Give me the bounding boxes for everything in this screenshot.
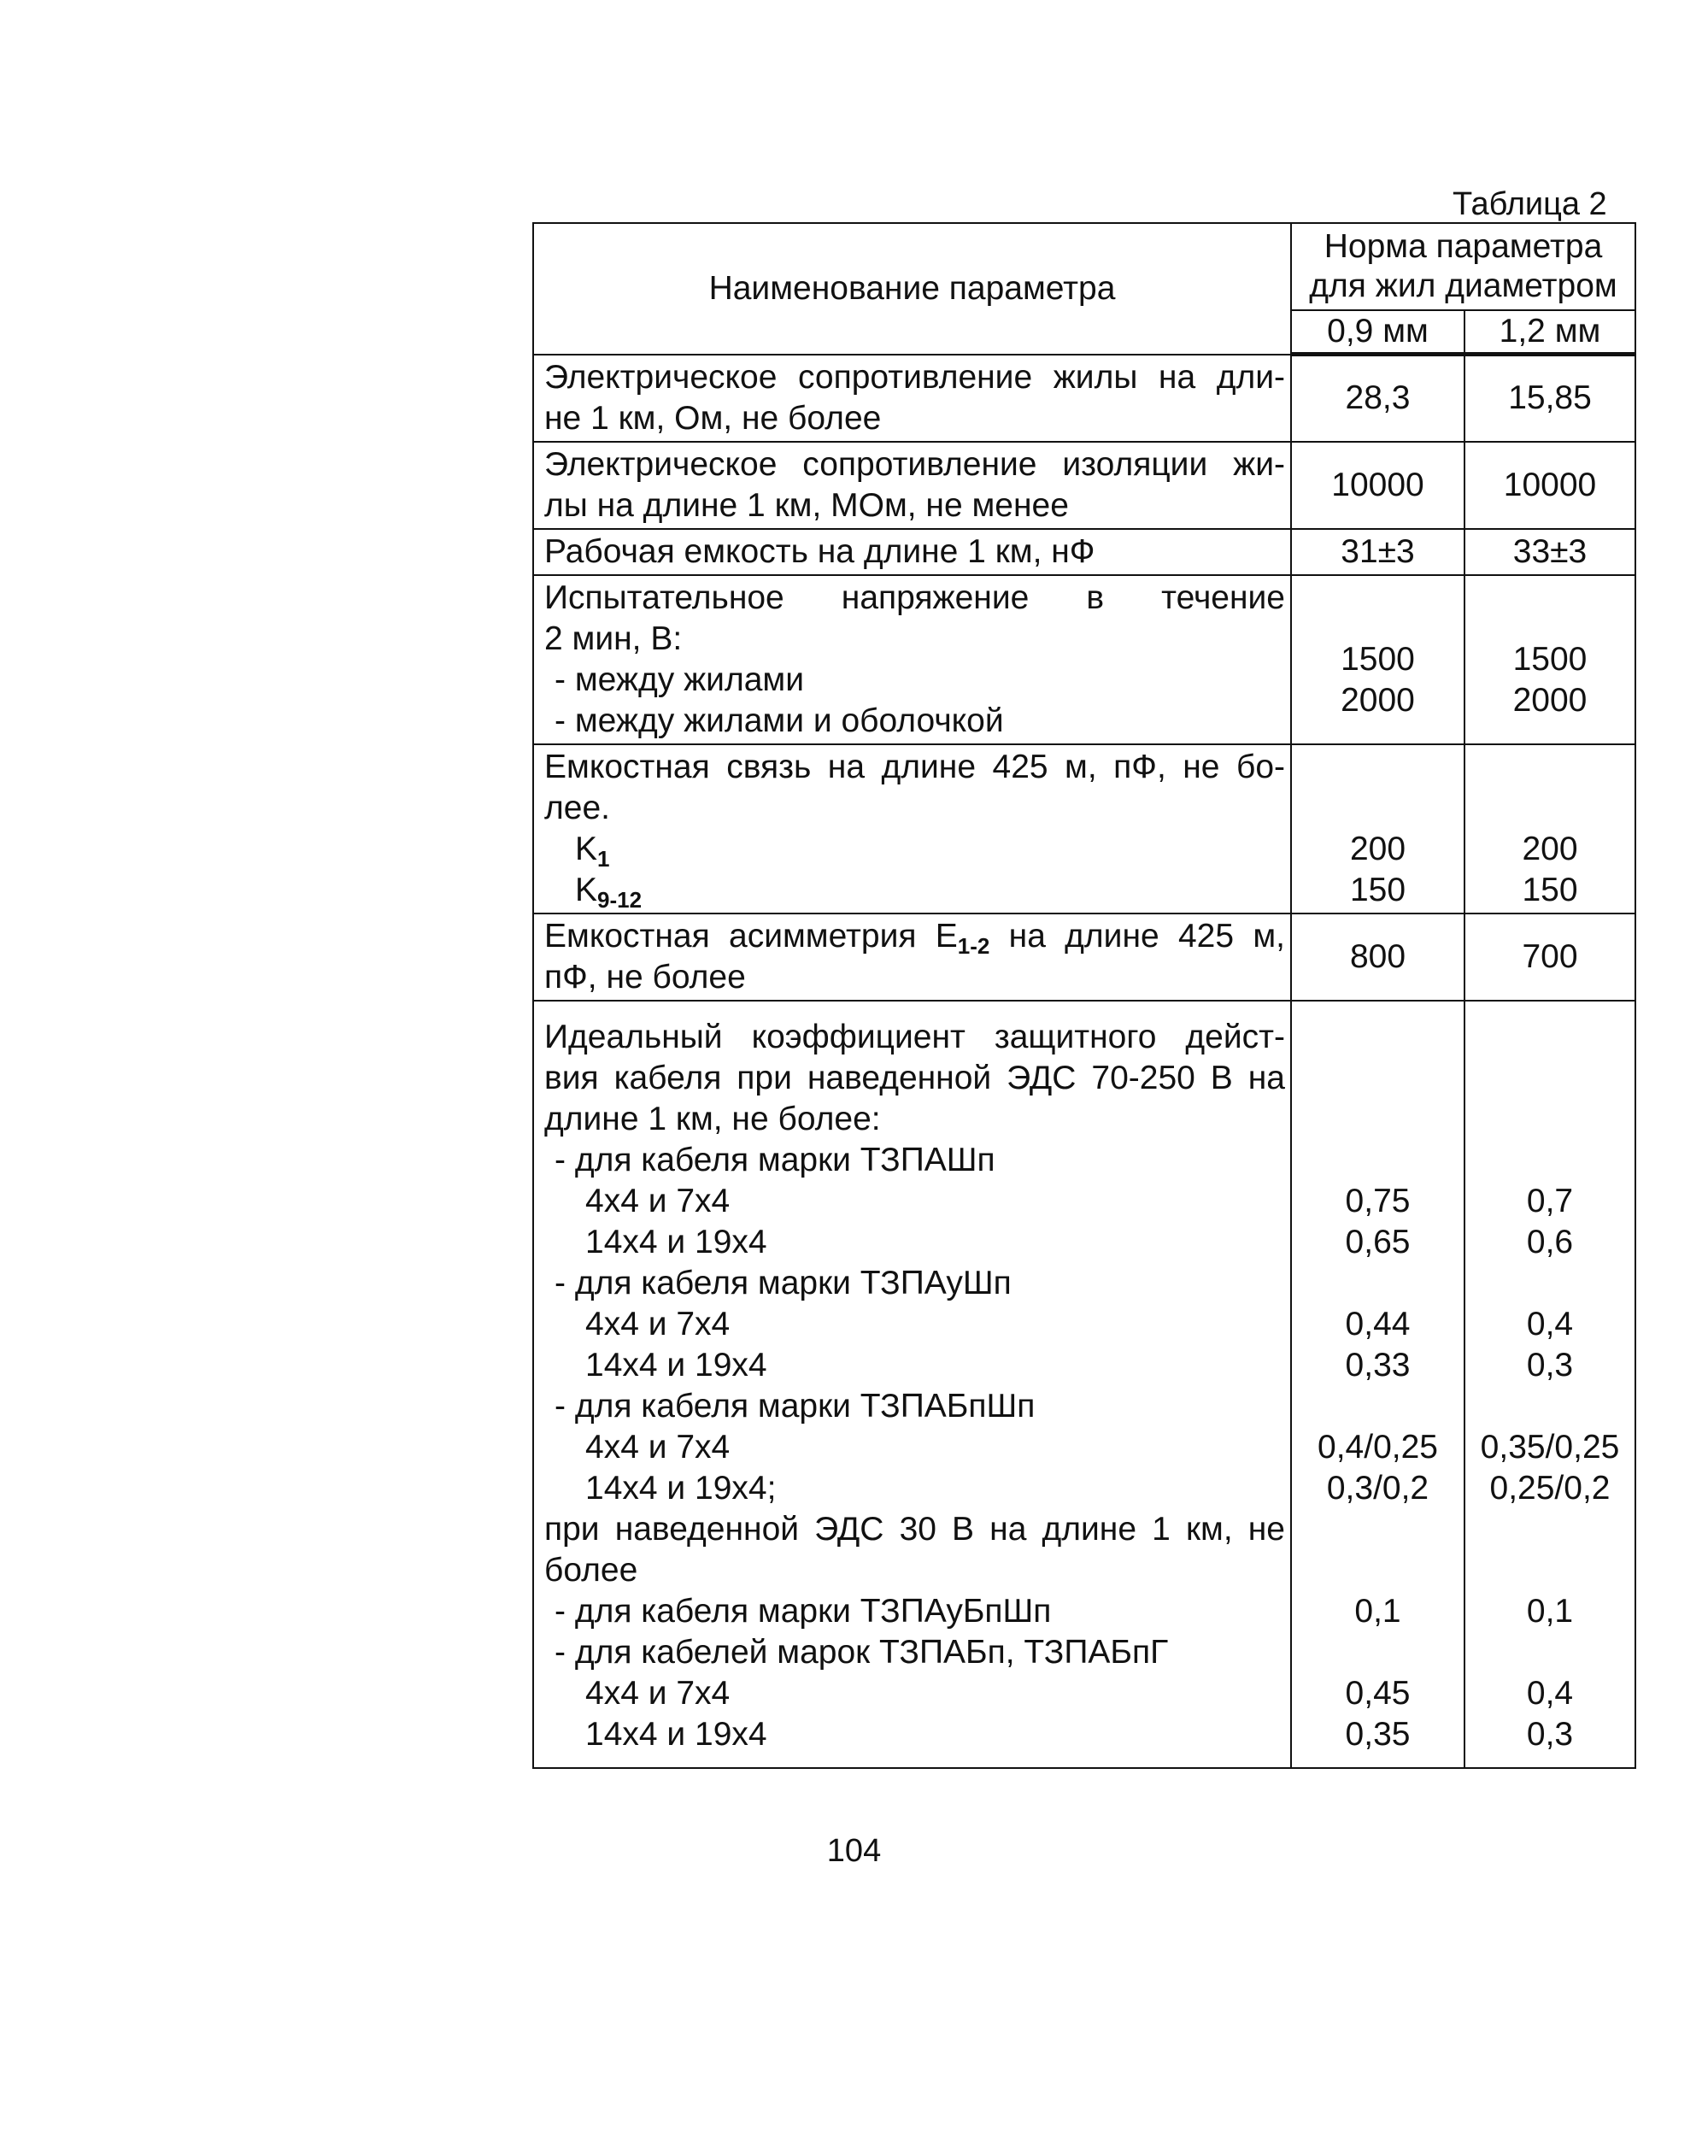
header-diameter-09: 0,9 мм — [1291, 310, 1464, 355]
value-line: 0,25/0,2 — [1489, 1469, 1611, 1507]
value-line: 1500 — [1341, 640, 1415, 678]
param-line: лее. — [544, 789, 610, 826]
value-12 — [1464, 575, 1635, 744]
value-12: 10000 — [1464, 442, 1635, 529]
param-line: - для кабеля марки ТЗПАуШп — [555, 1264, 1012, 1301]
value-line: 0,4 — [1526, 1674, 1574, 1712]
param-line: Рабочая емкость на длине 1 км, нФ — [544, 532, 1095, 570]
param-line: Испытательное напряжение в течение — [544, 579, 1285, 616]
value-line: 0,45 — [1345, 1674, 1411, 1712]
value-line: 0,65 — [1345, 1223, 1411, 1260]
param-line: более — [544, 1551, 638, 1589]
param-line: при наведенной ЭДС 30 В на длине 1 км, не — [544, 1510, 1285, 1548]
param-line: Емкостная связь на длине 425 м, пФ, не бо- — [544, 748, 1285, 785]
header-param-name: Наименование параметра — [533, 223, 1291, 355]
param-line: - для кабеля марки ТЗПАШп — [555, 1141, 995, 1178]
header-diameter-12: 1,2 мм — [1464, 310, 1635, 355]
param-line: - между жилами — [555, 661, 804, 698]
param-line: пФ, не более — [544, 958, 746, 996]
param-line: 4х4 и 7х4 — [585, 1305, 731, 1342]
value-line: 0,6 — [1526, 1223, 1574, 1260]
header-norm-line1: Норма параметра — [1324, 228, 1603, 265]
param-line: 4х4 и 7х4 — [585, 1182, 731, 1219]
e-subscript: 1-2 — [957, 932, 990, 959]
value-09: 28,3 — [1291, 355, 1464, 442]
value-12 — [1464, 1001, 1635, 1768]
param-cell — [533, 744, 1291, 914]
param-line: 4х4 и 7х4 — [585, 1674, 731, 1712]
value-line: 0,33 — [1345, 1346, 1411, 1383]
value-line: 0,44 — [1345, 1305, 1411, 1342]
k-subscript: 9-12 — [597, 886, 643, 913]
table-row — [533, 355, 1635, 442]
value-12: 700 — [1464, 914, 1635, 1001]
param-line: 14х4 и 19х4; — [585, 1469, 777, 1507]
param-cell — [533, 575, 1291, 744]
value-line: 0,1 — [1526, 1592, 1574, 1630]
header-norm-line2: для жил диаметром — [1309, 267, 1617, 304]
param-line: 14х4 и 19х4 — [585, 1223, 767, 1260]
k-symbol: K — [575, 871, 598, 908]
value-line: 2000 — [1341, 681, 1415, 719]
param-cell — [533, 1001, 1291, 1768]
value-line: 0,4 — [1526, 1305, 1574, 1342]
value-line: 150 — [1349, 871, 1406, 908]
param-line: - для кабелей марок ТЗПАБп, ТЗПАБпГ — [555, 1633, 1169, 1671]
param-line — [544, 916, 1285, 957]
param-line: 4х4 и 7х4 — [585, 1428, 731, 1466]
value-line: 1500 — [1512, 640, 1588, 678]
param-cell — [533, 442, 1291, 529]
value-line: 150 — [1522, 871, 1578, 908]
table-row — [533, 442, 1635, 529]
table-row — [533, 914, 1635, 1001]
value-line: 0,1 — [1354, 1592, 1401, 1630]
value-09: 800 — [1291, 914, 1464, 1001]
param-text: на длине 425 м, — [989, 917, 1286, 955]
param-line: Идеальный коэффициент защитного дейст- — [544, 1018, 1285, 1055]
parameters-table — [532, 222, 1636, 1769]
param-line — [544, 829, 1285, 870]
value-line: 0,75 — [1345, 1182, 1411, 1219]
value-line: 0,3/0,2 — [1326, 1469, 1429, 1507]
k-subscript: 1 — [597, 845, 610, 872]
param-line: 14х4 и 19х4 — [585, 1346, 767, 1383]
param-cell — [533, 355, 1291, 442]
table-row — [533, 529, 1635, 575]
param-line — [544, 870, 1285, 911]
param-cell — [533, 914, 1291, 1001]
table-row — [533, 575, 1635, 744]
value-line: 0,35/0,25 — [1480, 1428, 1620, 1466]
value-12: 33±3 — [1464, 529, 1635, 575]
param-line: лы на длине 1 км, МОм, не менее — [544, 486, 1069, 524]
table-row — [533, 744, 1635, 914]
param-line: не 1 км, Ом, не более — [544, 399, 882, 437]
page-number: 104 — [826, 1833, 882, 1869]
table-row — [533, 1001, 1635, 1768]
param-line: - между жилами и оболочкой — [555, 702, 1004, 739]
param-line: Электрическое сопротивление жилы на дли- — [544, 358, 1285, 396]
value-09: 10000 — [1291, 442, 1464, 529]
param-text: Емкостная асимметрия E — [544, 917, 958, 955]
header-norm — [1291, 223, 1635, 310]
value-line: 200 — [1349, 830, 1406, 867]
value-line: 2000 — [1512, 681, 1588, 719]
k-symbol: K — [575, 830, 598, 867]
param-line: длине 1 км, не более: — [544, 1100, 881, 1137]
param-line: 2 мин, В: — [544, 620, 683, 657]
value-line: 0,35 — [1345, 1715, 1411, 1753]
header-row — [533, 223, 1635, 310]
param-line: 14х4 и 19х4 — [585, 1715, 767, 1753]
param-line: - для кабеля марки ТЗПАуБпШп — [555, 1592, 1052, 1630]
param-line: вия кабеля при наведенной ЭДС 70-250 В на — [544, 1059, 1285, 1096]
value-line: 0,4/0,25 — [1318, 1428, 1438, 1466]
value-line: 200 — [1522, 830, 1578, 867]
value-line: 0,3 — [1526, 1346, 1574, 1383]
value-09 — [1291, 575, 1464, 744]
value-09 — [1291, 1001, 1464, 1768]
value-line: 0,7 — [1526, 1182, 1574, 1219]
param-line: Электрическое сопротивление изоляции жи- — [544, 445, 1285, 483]
param-line: - для кабеля марки ТЗПАБпШп — [555, 1387, 1036, 1425]
value-12: 15,85 — [1464, 355, 1635, 442]
value-09 — [1291, 744, 1464, 914]
param-cell — [533, 529, 1291, 575]
value-line: 0,3 — [1526, 1715, 1574, 1753]
table-caption: Таблица 2 — [1453, 186, 1607, 222]
value-12 — [1464, 744, 1635, 914]
value-09: 31±3 — [1291, 529, 1464, 575]
